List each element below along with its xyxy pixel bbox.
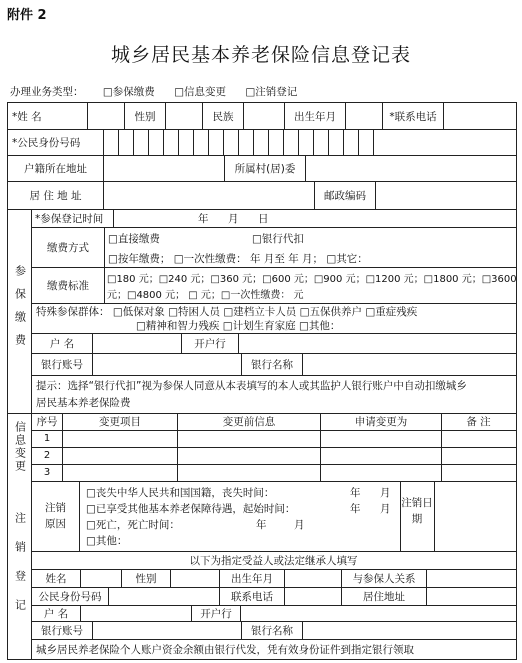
- tip-line2: 居民基本养老保险费: [36, 397, 131, 409]
- cancel-note: 城乡居民养老保险个人账户资金余额由银行代发，凭有效身份证件到指定银行领取: [36, 644, 414, 656]
- pay-std-label: 缴费标准: [32, 267, 105, 303]
- bank-name-field[interactable]: [303, 353, 515, 375]
- reason3-year: 年: [256, 519, 267, 531]
- special-group-line1[interactable]: 特殊参保群体： □低保对象 □特困人员 □建档立卡人员 □五保供养户 □重症残疾: [36, 306, 418, 318]
- phone-field[interactable]: [444, 103, 516, 129]
- cancel-reason-label: 注销原因: [32, 481, 80, 551]
- change-seq: 2: [32, 447, 63, 464]
- change-item-field[interactable]: [63, 447, 178, 464]
- business-type: [10, 84, 313, 99]
- change-note-field[interactable]: [442, 464, 515, 481]
- address-label: 居 住 地 址: [8, 181, 104, 209]
- village-label: 所属村(居)委: [225, 155, 306, 181]
- bank-open-field[interactable]: [239, 333, 515, 353]
- change-note-field[interactable]: [442, 430, 515, 447]
- col-after: 申请变更为: [321, 413, 442, 430]
- change-item-field[interactable]: [63, 430, 178, 447]
- reason-other-pension[interactable]: □已享受其他基本养老保障待遇，起始时间：: [86, 503, 296, 515]
- heir-relation-label: 与参保人关系: [342, 569, 427, 587]
- row-bank-account: [32, 353, 516, 376]
- heir-phone-field[interactable]: [285, 587, 342, 605]
- birth-label: 出生年月: [285, 103, 346, 129]
- heir-phone-label: 联系电话: [220, 587, 285, 605]
- pay-std-options-2[interactable]: 元；□4800 元； □ 元；□一次性缴费： 元: [107, 290, 304, 301]
- reg-time-label: *参保登记时间: [32, 209, 114, 227]
- change-after-field[interactable]: [321, 464, 442, 481]
- heir-bank-acct-field[interactable]: [93, 621, 242, 639]
- reason1-year: 年: [350, 487, 361, 499]
- change-seq: 3: [32, 464, 63, 481]
- change-side-label: 信息变更: [13, 421, 27, 473]
- heir-address-field[interactable]: [427, 587, 515, 605]
- heir-id-label: 公民身份号码: [32, 587, 109, 605]
- heir-bank-name-field[interactable]: [303, 621, 515, 639]
- heir-address-label: 居住地址: [342, 587, 427, 605]
- row-special-group: [32, 303, 516, 334]
- pay-std-options-1[interactable]: □180 元；□240 元；□360 元；□600 元；□900 元；□1200 元；□1800 元；□3600: [107, 274, 517, 285]
- postcode-label: 邮政编码: [315, 181, 376, 209]
- col-seq: 序号: [32, 413, 63, 430]
- option-cancel[interactable]: □注销登记: [245, 86, 298, 98]
- gender-field[interactable]: [166, 103, 203, 129]
- change-seq: 1: [32, 430, 63, 447]
- row-heir-contact: [32, 587, 516, 606]
- change-after-field[interactable]: [321, 447, 442, 464]
- birth-field[interactable]: [346, 103, 383, 129]
- col-note: 备 注: [466, 416, 491, 428]
- row-tip: [8, 375, 516, 414]
- ethnicity-label: 民族: [203, 103, 244, 129]
- reason2-month: 月: [380, 503, 391, 515]
- change-header-row: [32, 413, 516, 431]
- ethnicity-field[interactable]: [244, 103, 285, 129]
- reason3-month: 月: [294, 519, 305, 531]
- bank-account-label: 银行账号: [32, 353, 93, 375]
- gender-label: 性别: [125, 103, 166, 129]
- tip-line1: 提示：选择“银行代扣”视为参保人同意从本表填写的本人或其监护人银行账户中自动扣缴城乡: [36, 380, 467, 392]
- option-direct-pay[interactable]: □直接缴费: [108, 233, 160, 245]
- business-type-label: 办理业务类型：: [10, 86, 84, 98]
- change-before-field[interactable]: [178, 447, 321, 464]
- row-cancel-reason: [32, 481, 516, 552]
- heir-acc-name-field[interactable]: [81, 605, 192, 621]
- option-insure[interactable]: □参保缴费: [102, 86, 155, 98]
- change-before-field[interactable]: [178, 430, 321, 447]
- change-row: [32, 447, 516, 465]
- reason-other[interactable]: □其他：: [86, 535, 128, 547]
- reason2-year: 年: [350, 503, 361, 515]
- bank-open-label: 开户行: [182, 333, 239, 353]
- reg-year: 年: [198, 213, 209, 225]
- row-heir-title: [32, 551, 516, 570]
- change-before-field[interactable]: [178, 464, 321, 481]
- heir-birth-label: 出生年月: [220, 569, 285, 587]
- row-basic: [8, 103, 516, 130]
- col-before: 变更前信息: [178, 413, 321, 430]
- account-name-label: 户 名: [32, 333, 93, 353]
- change-after-field[interactable]: [321, 430, 442, 447]
- heir-title: 以下为指定受益人或法定继承人填写: [189, 554, 358, 567]
- cancel-side-label: 注销登记: [13, 512, 27, 628]
- row-address: [8, 181, 516, 210]
- reg-month: 月: [228, 213, 239, 225]
- id-boxes[interactable]: [104, 129, 516, 155]
- address-field[interactable]: [104, 181, 315, 209]
- col-item: 变更项目: [63, 413, 178, 430]
- row-heir-account: [32, 605, 516, 622]
- heir-bank-name-label: 银行名称: [242, 621, 303, 639]
- row-id: [8, 129, 516, 156]
- pay-period-line[interactable]: □按年缴费； □一次性缴费： 年 月至 年 月； □其它：: [108, 253, 368, 265]
- row-heir-bank: [32, 621, 516, 640]
- cancel-date-divider: [434, 481, 435, 551]
- phone-label: *联系电话: [383, 103, 444, 129]
- heir-name-field[interactable]: [81, 569, 122, 587]
- change-row: [32, 430, 516, 448]
- hukou-label: 户籍所在地址: [8, 155, 104, 181]
- form-title: 城乡居民基本养老保险信息登记表: [110, 44, 411, 66]
- insure-side-label: 参保缴费: [13, 265, 27, 357]
- heir-relation-field[interactable]: [427, 569, 515, 587]
- option-bank-agent[interactable]: □银行代扣: [252, 233, 304, 245]
- hukou-field[interactable]: [104, 155, 225, 181]
- option-change[interactable]: □信息变更: [174, 86, 227, 98]
- cancel-date-label: 注销日期: [401, 497, 433, 525]
- special-group-line2[interactable]: □精神和智力残疾 □计划生育家庭 □其他：: [136, 320, 341, 332]
- heir-gender-field[interactable]: [171, 569, 220, 587]
- heir-birth-field[interactable]: [285, 569, 342, 587]
- village-field[interactable]: [306, 155, 516, 181]
- postcode-field[interactable]: [376, 181, 516, 209]
- heir-gender-label: 性别: [122, 569, 171, 587]
- name-label: *姓 名: [8, 103, 88, 129]
- row-reg-time: [32, 209, 516, 228]
- name-field[interactable]: [88, 103, 125, 129]
- heir-bank-open-field[interactable]: [241, 605, 515, 621]
- row-note: [32, 639, 516, 659]
- reason1-month: 月: [380, 487, 391, 499]
- heir-bank-open-label: 开户行: [192, 605, 241, 621]
- id-label: *公民身份号码: [8, 129, 104, 155]
- change-row: [32, 464, 516, 482]
- row-pay-standard: [32, 267, 516, 304]
- row-heir-basic: [32, 569, 516, 588]
- bank-name-label: 银行名称: [242, 353, 303, 375]
- reason-death[interactable]: □死亡，死亡时间：: [86, 519, 180, 531]
- change-item-field[interactable]: [63, 464, 178, 481]
- heir-bank-acct-label: 银行账号: [32, 621, 93, 639]
- pay-method-label: 缴费方式: [32, 227, 105, 267]
- heir-acc-name-label: 户 名: [32, 605, 81, 621]
- change-note-field[interactable]: [442, 447, 515, 464]
- reason-nationality[interactable]: □丧失中华人民共和国国籍，丧失时间：: [86, 487, 275, 499]
- attachment-label: 附件 2: [7, 8, 47, 23]
- heir-id-field[interactable]: [109, 587, 220, 605]
- registration-table: [7, 102, 517, 660]
- heir-name-label: 姓名: [32, 569, 81, 587]
- row-pay-method: [32, 227, 516, 268]
- row-hukou: [8, 155, 516, 182]
- row-account-name: [32, 333, 516, 354]
- account-name-field[interactable]: [93, 333, 182, 353]
- bank-account-field[interactable]: [93, 353, 242, 375]
- reg-day: 日: [258, 213, 269, 225]
